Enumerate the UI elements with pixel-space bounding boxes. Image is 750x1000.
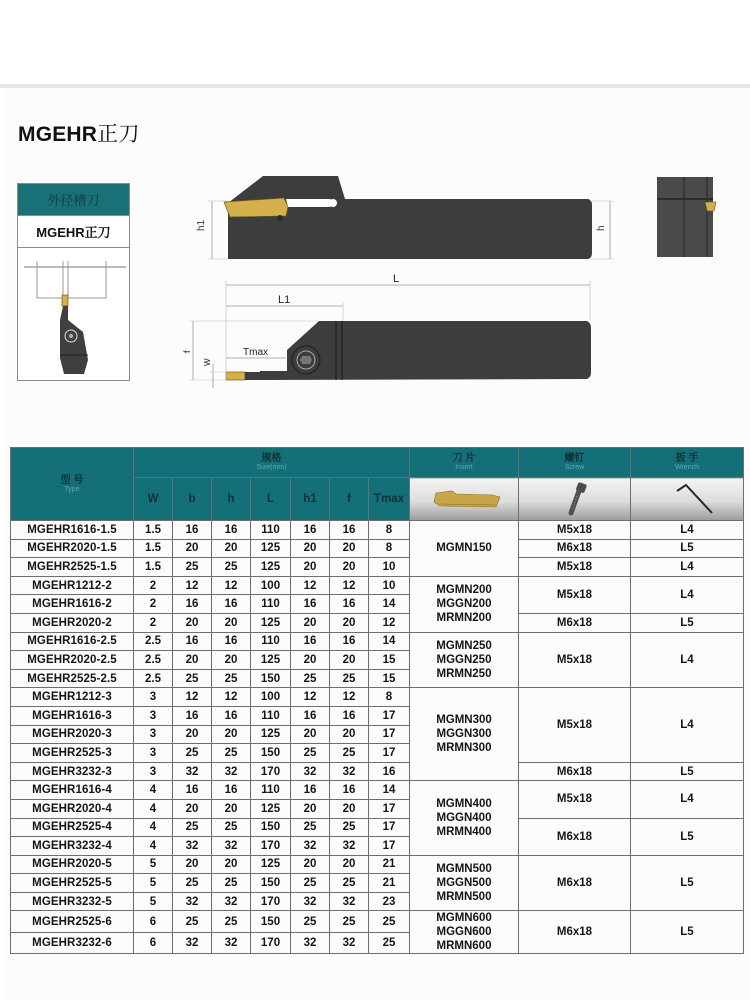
screw-icon [525,480,625,516]
size-cell-f: 25 [330,874,369,893]
col-header-W: W [134,478,173,521]
screw-cell: M5x18 [519,521,631,540]
size-cell-h1: 32 [291,762,330,781]
table-row [11,632,744,651]
size-cell-b: 32 [173,932,212,954]
size-cell-w: 3 [134,744,173,763]
size-cell-b: 16 [173,595,212,614]
insert-model: MGMN300 [436,714,492,727]
size-cell-h: 32 [212,932,251,954]
screw-cell: M6x18 [519,855,631,911]
size-cell-tmax: 10 [369,576,410,595]
size-cell-w: 5 [134,855,173,874]
dim-label-h1: h1 [196,219,207,231]
size-cell-h1: 25 [291,874,330,893]
col-header-L: L [251,478,291,521]
size-cell-w: 2 [134,613,173,632]
size-cell-l: 110 [251,521,291,540]
dim-label-f: f [182,350,192,353]
table-row [11,613,744,632]
size-cell-h: 25 [212,558,251,577]
size-cell-w: 2.5 [134,669,173,688]
size-cell-h1: 20 [291,613,330,632]
insert-model: MGGN400 [436,812,492,824]
size-cell-b: 16 [173,781,212,800]
table-row [11,818,744,837]
type-cell: MGEHR3232-5 [11,892,134,911]
insert-model: MGMN500 [436,863,492,876]
size-cell-l: 170 [251,762,291,781]
size-cell-h: 12 [212,688,251,707]
type-cell: MGEHR2020-2 [11,613,134,632]
insert-cell [410,521,519,577]
screw-cell: M6x18 [519,911,631,954]
screw-image-cell [519,478,631,521]
size-cell-h: 25 [212,669,251,688]
size-cell-h: 20 [212,725,251,744]
col-header-Tmax: Tmax [369,478,410,521]
size-cell-w: 4 [134,799,173,818]
size-cell-w: 1.5 [134,521,173,540]
col-header-f: f [330,478,369,521]
type-cell: MGEHR1616-4 [11,781,134,800]
table-row [11,539,744,558]
insert-header-en: Insert [455,464,473,471]
size-cell-b: 25 [173,744,212,763]
size-cell-f: 12 [330,576,369,595]
size-cell-w: 2.5 [134,632,173,651]
insert-cell [410,781,519,855]
insert-model: MGGN500 [436,877,492,890]
size-cell-h: 25 [212,744,251,763]
size-cell-f: 16 [330,595,369,614]
size-cell-l: 125 [251,613,291,632]
size-cell-f: 20 [330,799,369,818]
size-cell-b: 20 [173,725,212,744]
table-row [11,521,744,540]
screw-cell: M6x18 [519,818,631,855]
size-cell-h: 32 [212,762,251,781]
size-cell-tmax: 17 [369,818,410,837]
size-cell-l: 125 [251,725,291,744]
size-cell-b: 25 [173,818,212,837]
type-cell: MGEHR2020-1.5 [11,539,134,558]
insert-model: MRMN200 [436,612,492,625]
screw-header-en: Screw [564,464,585,471]
size-cell-h1: 25 [291,818,330,837]
type-cell: MGEHR2525-1.5 [11,558,134,577]
size-cell-w: 2.5 [134,651,173,670]
type-cell: MGEHR2020-3 [11,725,134,744]
wrench-cell: L4 [631,781,744,818]
size-cell-tmax: 21 [369,874,410,893]
application-diagram-icon [18,250,129,380]
size-cell-b: 25 [173,669,212,688]
insert-cell [410,576,519,632]
size-cell-f: 32 [330,762,369,781]
card-model-label: MGEHR正刀 [18,216,129,248]
size-cell-f: 16 [330,632,369,651]
size-cell-tmax: 10 [369,558,410,577]
size-cell-h1: 16 [291,781,330,800]
size-cell-tmax: 17 [369,706,410,725]
tool-side-view-drawing [190,165,620,275]
wrench-cell: L5 [631,911,744,954]
size-cell-l: 150 [251,818,291,837]
size-cell-tmax: 16 [369,762,410,781]
size-cell-w: 3 [134,762,173,781]
size-cell-f: 25 [330,669,369,688]
screw-cell: M5x18 [519,688,631,762]
size-cell-l: 110 [251,781,291,800]
size-cell-w: 3 [134,725,173,744]
type-cell: MGEHR3232-6 [11,932,134,954]
size-cell-f: 16 [330,781,369,800]
insert-cell [410,911,519,954]
size-cell-f: 20 [330,651,369,670]
size-cell-tmax: 23 [369,892,410,911]
insert-cell [410,855,519,911]
size-cell-h: 32 [212,892,251,911]
size-cell-b: 20 [173,855,212,874]
wrench-cell: L5 [631,818,744,855]
insert-model: MGMN600 [436,912,492,925]
insert-model: MGGN300 [436,728,492,741]
size-cell-h: 25 [212,874,251,893]
size-cell-h: 16 [212,781,251,800]
size-cell-h: 20 [212,855,251,874]
size-cell-h1: 20 [291,539,330,558]
size-cell-tmax: 14 [369,632,410,651]
type-cell: MGEHR2525-2.5 [11,669,134,688]
wrench-header-cn: 扳 手 [675,453,699,464]
size-cell-h1: 20 [291,651,330,670]
type-header [11,448,134,521]
size-cell-f: 16 [330,521,369,540]
wrench-cell: L5 [631,762,744,781]
size-cell-w: 1.5 [134,558,173,577]
card-header: 外径槽刀 [18,184,129,216]
size-cell-b: 16 [173,521,212,540]
type-header-cn: 型 号 [60,474,84,486]
specification-table-body [11,521,744,954]
size-cell-h1: 25 [291,669,330,688]
dim-label-W: W [203,358,212,366]
screw-cell: M5x18 [519,558,631,577]
type-cell: MGEHR2020-5 [11,855,134,874]
size-cell-b: 25 [173,874,212,893]
col-header-h1: h1 [291,478,330,521]
col-header-b: b [173,478,212,521]
size-cell-w: 3 [134,688,173,707]
tool-top-view-drawing [180,270,620,400]
wrench-cell: L4 [631,576,744,613]
size-cell-w: 4 [134,818,173,837]
size-cell-b: 32 [173,837,212,856]
type-cell: MGEHR3232-3 [11,762,134,781]
wrench-cell: L4 [631,688,744,762]
type-cell: MGEHR1616-1.5 [11,521,134,540]
insert-icon [414,480,514,516]
tool-end-view-drawing [655,175,717,260]
size-cell-tmax: 8 [369,539,410,558]
screw-header [519,448,631,478]
size-cell-h: 20 [212,613,251,632]
size-cell-l: 150 [251,669,291,688]
insert-image-cell [410,478,519,521]
tool-type-card [17,183,130,381]
size-cell-f: 32 [330,837,369,856]
size-cell-w: 5 [134,892,173,911]
size-cell-b: 12 [173,688,212,707]
size-cell-h: 20 [212,799,251,818]
screw-header-cn: 螺钉 [564,453,585,464]
type-cell: MGEHR3232-4 [11,837,134,856]
size-cell-tmax: 17 [369,837,410,856]
screw-cell: M5x18 [519,632,631,688]
size-cell-b: 25 [173,558,212,577]
size-cell-h: 12 [212,576,251,595]
size-cell-h1: 16 [291,521,330,540]
insert-model: MGMN400 [436,798,492,810]
size-cell-f: 16 [330,706,369,725]
size-cell-l: 150 [251,911,291,933]
size-cell-tmax: 17 [369,799,410,818]
insert-model: MGMN200 [436,584,492,597]
type-cell: MGEHR2020-4 [11,799,134,818]
size-cell-w: 6 [134,911,173,933]
insert-model: MGGN250 [436,653,492,666]
size-cell-w: 5 [134,874,173,893]
size-cell-tmax: 8 [369,521,410,540]
size-cell-l: 100 [251,688,291,707]
size-cell-b: 20 [173,799,212,818]
size-cell-w: 3 [134,706,173,725]
size-cell-l: 150 [251,744,291,763]
size-cell-w: 4 [134,781,173,800]
size-cell-h: 16 [212,521,251,540]
insert-model: MRMN300 [436,742,492,755]
size-cell-h: 20 [212,651,251,670]
size-cell-h: 32 [212,837,251,856]
type-cell: MGEHR2525-4 [11,818,134,837]
dim-label-Tmax: Tmax [243,347,268,358]
table-row [11,855,744,874]
size-cell-l: 110 [251,595,291,614]
size-cell-f: 20 [330,613,369,632]
size-header-cn: 规格 [261,453,282,464]
size-cell-h: 16 [212,706,251,725]
page-title [18,118,140,148]
size-cell-tmax: 21 [369,855,410,874]
size-cell-b: 32 [173,892,212,911]
insert-header-cn: 刀 片 [452,453,476,464]
size-cell-tmax: 25 [369,911,410,933]
type-header-en: Type [64,485,80,493]
col-header-h: h [212,478,251,521]
size-cell-w: 2 [134,595,173,614]
size-cell-b: 20 [173,539,212,558]
size-cell-tmax: 17 [369,725,410,744]
size-cell-l: 100 [251,576,291,595]
size-cell-f: 20 [330,855,369,874]
type-cell: MGEHR1616-2.5 [11,632,134,651]
table-row [11,558,744,577]
size-cell-h1: 12 [291,576,330,595]
table-row [11,781,744,800]
type-cell: MGEHR1212-2 [11,576,134,595]
insert-header [410,448,519,478]
insert-model: MGMN250 [436,639,492,652]
size-cell-f: 25 [330,744,369,763]
size-cell-f: 20 [330,558,369,577]
screw-cell: M6x18 [519,613,631,632]
screw-cell: M5x18 [519,781,631,818]
size-cell-tmax: 15 [369,669,410,688]
title-suffix: 正刀 [97,123,140,146]
size-cell-h1: 16 [291,632,330,651]
size-cell-h1: 25 [291,744,330,763]
type-cell: MGEHR2525-5 [11,874,134,893]
wrench-cell: L4 [631,521,744,540]
size-cell-f: 32 [330,932,369,954]
size-cell-l: 150 [251,874,291,893]
size-cell-h1: 32 [291,932,330,954]
dim-label-L: L [393,273,400,285]
wrench-header-en: Wrench [675,464,699,471]
dim-label-h: h [596,225,607,231]
type-cell: MGEHR2020-2.5 [11,651,134,670]
size-cell-b: 20 [173,651,212,670]
size-cell-l: 125 [251,539,291,558]
dim-label-L1: L1 [278,294,291,306]
size-cell-h1: 20 [291,855,330,874]
title-model: MGEHR [18,123,98,146]
table-row [11,688,744,707]
size-cell-tmax: 12 [369,613,410,632]
size-cell-tmax: 14 [369,781,410,800]
size-cell-f: 32 [330,892,369,911]
size-cell-h1: 25 [291,911,330,933]
size-cell-b: 16 [173,632,212,651]
table-row [11,576,744,595]
type-cell: MGEHR1616-3 [11,706,134,725]
insert-model: MGGN600 [436,926,492,939]
table-row [11,762,744,781]
size-cell-h: 25 [212,818,251,837]
size-cell-l: 170 [251,932,291,954]
table-row [11,911,744,933]
insert-model: MGMN150 [436,542,492,555]
insert-model: MRMN500 [436,891,492,904]
size-cell-h1: 20 [291,799,330,818]
hex-wrench-icon [637,480,737,516]
size-cell-w: 6 [134,932,173,954]
size-cell-f: 25 [330,818,369,837]
size-cell-l: 125 [251,651,291,670]
insert-model: MRMN400 [436,826,492,838]
wrench-header [631,448,744,478]
size-cell-h1: 20 [291,725,330,744]
screw-cell: M6x18 [519,539,631,558]
size-cell-f: 20 [330,539,369,558]
size-cell-l: 170 [251,892,291,911]
size-cell-l: 125 [251,799,291,818]
size-cell-h: 20 [212,539,251,558]
type-cell: MGEHR2525-6 [11,911,134,933]
size-cell-h1: 32 [291,837,330,856]
wrench-cell: L4 [631,558,744,577]
screw-cell: M6x18 [519,762,631,781]
insert-model: MRMN250 [436,667,492,680]
insert-cell [410,688,519,781]
wrench-cell: L4 [631,632,744,688]
size-cell-h1: 20 [291,558,330,577]
wrench-cell: L5 [631,855,744,911]
size-cell-l: 170 [251,837,291,856]
wrench-image-cell [631,478,744,521]
type-cell: MGEHR1616-2 [11,595,134,614]
size-cell-h: 16 [212,595,251,614]
type-cell: MGEHR2525-3 [11,744,134,763]
size-cell-h1: 16 [291,595,330,614]
size-cell-tmax: 14 [369,595,410,614]
size-cell-b: 25 [173,911,212,933]
size-cell-h1: 12 [291,688,330,707]
wrench-cell: L5 [631,539,744,558]
insert-cell [410,632,519,688]
size-cell-h1: 32 [291,892,330,911]
size-cell-b: 20 [173,613,212,632]
size-cell-tmax: 15 [369,651,410,670]
size-cell-w: 1.5 [134,539,173,558]
screw-cell: M5x18 [519,576,631,613]
size-cell-h: 16 [212,632,251,651]
size-cell-b: 32 [173,762,212,781]
size-cell-w: 4 [134,837,173,856]
size-cell-tmax: 25 [369,932,410,954]
size-cell-f: 12 [330,688,369,707]
type-cell: MGEHR1212-3 [11,688,134,707]
size-header-en: Size(mm) [256,464,287,471]
size-cell-tmax: 17 [369,744,410,763]
size-cell-l: 125 [251,855,291,874]
size-cell-f: 20 [330,725,369,744]
size-cell-f: 25 [330,911,369,933]
size-header [134,448,410,478]
size-cell-l: 110 [251,706,291,725]
size-cell-l: 110 [251,632,291,651]
size-cell-w: 2 [134,576,173,595]
size-cell-h: 25 [212,911,251,933]
size-cell-l: 125 [251,558,291,577]
size-cell-h1: 16 [291,706,330,725]
specification-table [10,447,744,954]
insert-model: MRMN600 [436,940,492,953]
size-cell-tmax: 8 [369,688,410,707]
insert-model: MGGN200 [436,598,492,611]
size-cell-b: 16 [173,706,212,725]
wrench-cell: L5 [631,613,744,632]
size-cell-b: 12 [173,576,212,595]
